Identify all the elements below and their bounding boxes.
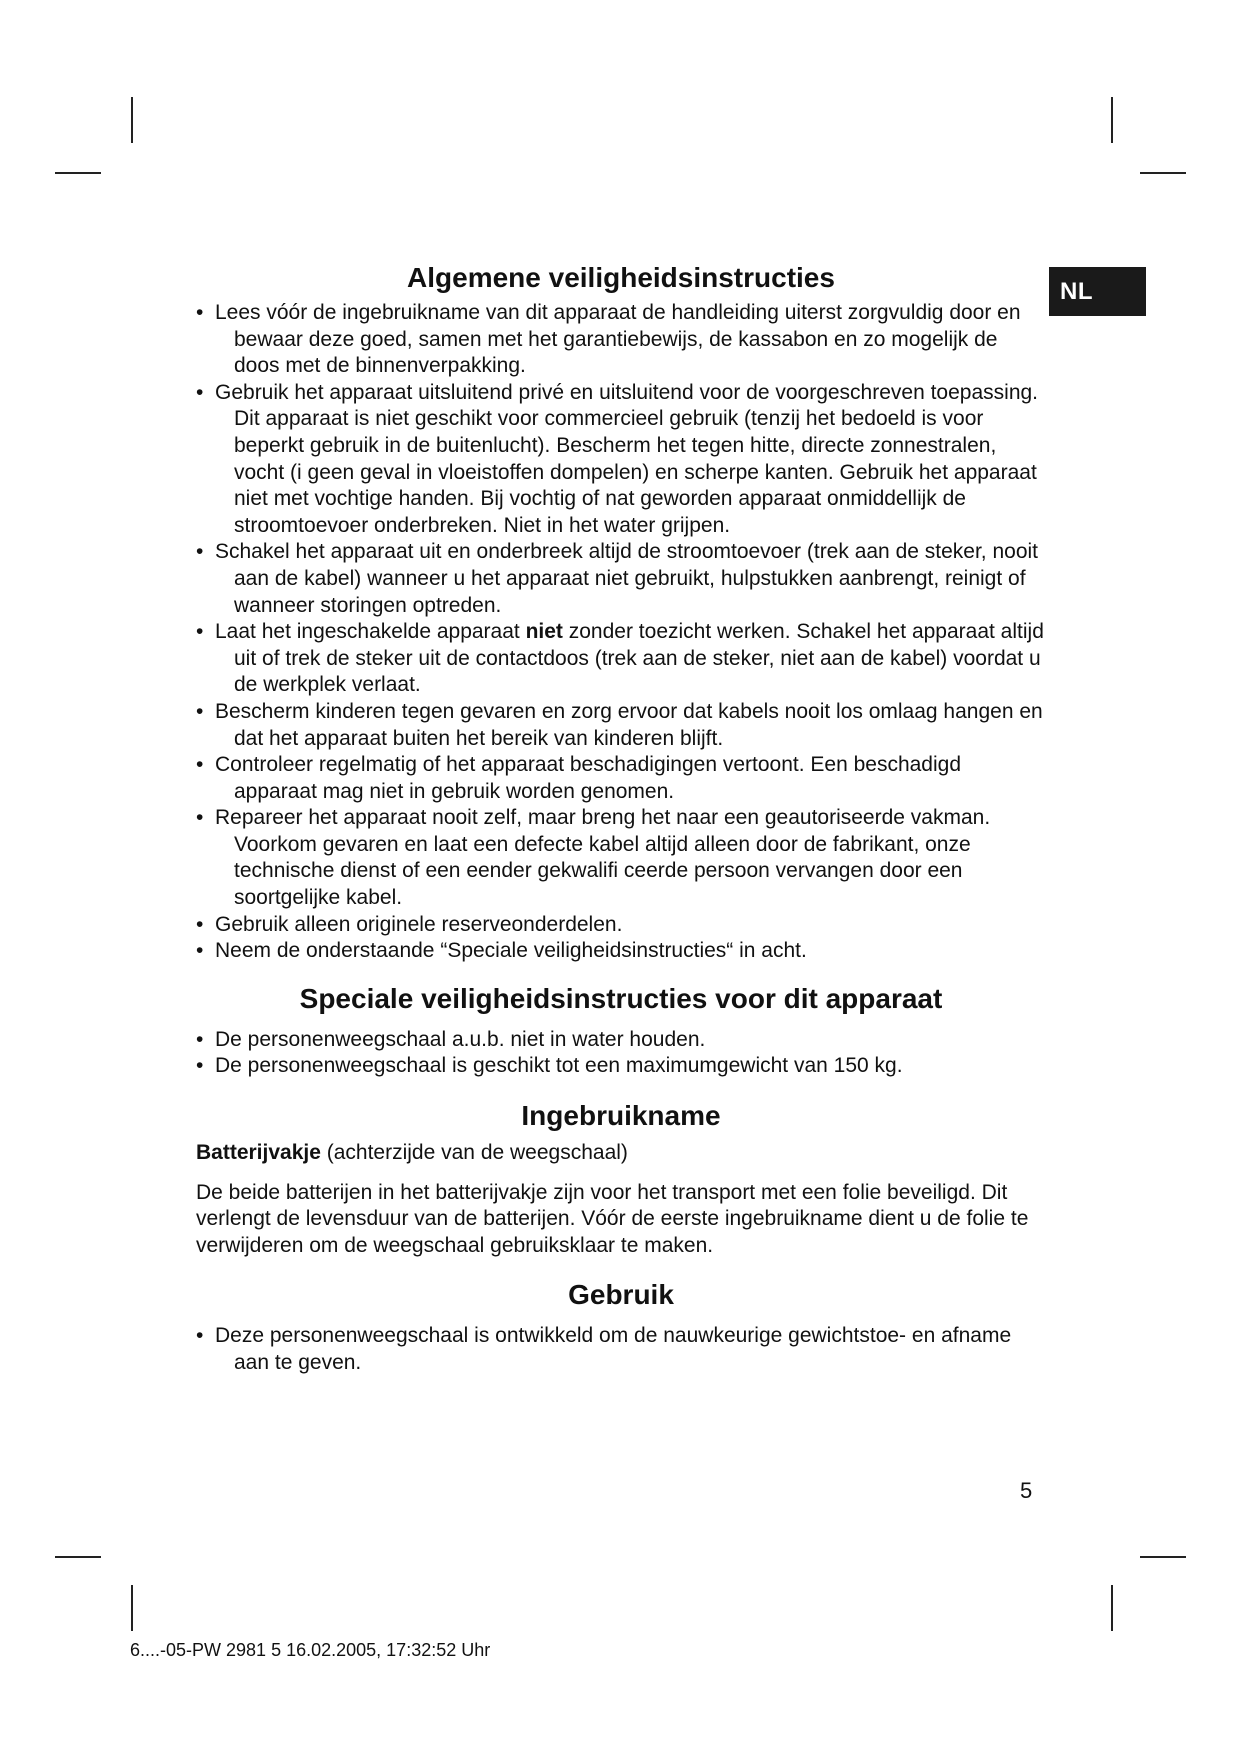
crop-mark-top-left-h	[55, 172, 101, 174]
crop-mark-bottom-right-h	[1140, 1556, 1186, 1558]
list-item: • Gebruik het apparaat uitsluitend privé en uitsluitend voor de voorgeschreven toepassing. Dit apparaat is niet geschikt voor commercieel gebruik (tenzij het bedoeld is voor beperkt gebruik in de buitenlucht). Bescherm het tegen hitte, directe zonnestralen, vocht (i geen geval in vloeistoffen dompelen) en scherpe kanten. Gebruik het apparaat niet met vochtige handen. Bij vochtig of nat geworden apparaat onmiddellijk de stroomtoevoer onderbreken. Niet in het water grijpen.	[196, 380, 1046, 540]
battery-compartment-label	[196, 1140, 1046, 1167]
battery-label-bold: Batterijvakje	[196, 1141, 321, 1165]
crop-mark-bottom-right	[1111, 1585, 1113, 1631]
list-item: • Bescherm kinderen tegen gevaren en zorg ervoor dat kabels nooit los omlaag hangen en dat het apparaat buiten het bereik van kinderen blijft.	[196, 699, 1046, 752]
startup-heading: Ingebruikname	[521, 1100, 721, 1132]
list-item: • Gebruik alleen originele reserveonderdelen.	[196, 912, 1046, 939]
battery-paragraph: De beide batterijen in het batterijvakje zijn voor het transport met een folie beveiligd. Dit verlengt de levensduur van de batterijen. Vóór de eerste ingebruikname dient u de folie te verwijderen om de weegschaal gebruiksklaar te maken.	[196, 1180, 1029, 1257]
unattended-text-bold: niet	[525, 620, 563, 644]
list-item: • De personenweegschaal is geschikt tot een maximumgewicht van 150 kg.	[196, 1053, 1046, 1080]
general-safety-list	[196, 300, 1046, 965]
use-heading: Gebruik	[568, 1279, 674, 1311]
list-item: • De personenweegschaal a.u.b. niet in water houden.	[196, 1027, 1046, 1054]
crop-mark-top-left	[131, 97, 133, 143]
special-safety-heading: Speciale veiligheidsinstructies voor dit apparaat	[299, 982, 943, 1014]
print-footer: 6....-05-PW 2981 5 16.02.2005, 17:32:52 Uhr	[130, 1640, 491, 1660]
list-item-unattended	[196, 619, 1046, 699]
list-item: • Deze personenweegschaal is ontwikkeld om de nauwkeurige gewichtstoe- en afname aan te geven.	[196, 1323, 1046, 1376]
battery-label-rest: (achterzijde van de weegschaal)	[320, 1141, 628, 1165]
list-item: • Neem de onderstaande “Speciale veiligheidsinstructies“ in acht.	[196, 938, 1046, 965]
page-content	[196, 258, 1046, 1377]
page-number: 5	[1020, 1478, 1033, 1503]
list-item: • Controleer regelmatig of het apparaat beschadigingen vertoont. Een beschadigd apparaat mag niet in gebruik worden genomen.	[196, 752, 1046, 805]
crop-mark-top-right	[1111, 97, 1113, 143]
general-safety-heading: Algemene veiligheidsinstructies	[407, 262, 835, 293]
use-list	[196, 1323, 1046, 1376]
crop-mark-bottom-left-h	[55, 1556, 101, 1558]
unattended-text-after: zonder toezicht werken. Schakel het apparaat altijd uit of trek de steker uit de contactdoos (trek aan de steker, niet aan de kabel) voordat u de werkplek verlaat.	[234, 620, 1044, 697]
unattended-text-before: Laat het ingeschakelde apparaat	[215, 620, 526, 644]
crop-mark-top-right-h	[1140, 172, 1186, 174]
crop-mark-bottom-left	[131, 1585, 133, 1631]
language-tab: NL	[1049, 267, 1146, 316]
list-item: • Repareer het apparaat nooit zelf, maar breng het naar een geautoriseerde vakman. Voorkom gevaren en laat een defecte kabel altijd alleen door de fabrikant, onze technische dienst of een eender gekwalifi ceerde persoon vervangen door een soortgelijke kabel.	[196, 805, 1046, 911]
list-item: • Lees vóór de ingebruikname van dit apparaat de handleiding uiterst zorgvuldig door en bewaar deze goed, samen met het garantiebewijs, de kassabon en zo mogelijk de doos met de binnenverpakking.	[196, 300, 1046, 380]
special-safety-list	[196, 1027, 1046, 1080]
list-item: • Schakel het apparaat uit en onderbreek altijd de stroomtoevoer (trek aan de steker, nooit aan de kabel) wanneer u het apparaat niet gebruikt, hulpstukken aanbrengt, reinigt of wanneer storingen optreden.	[196, 539, 1046, 619]
